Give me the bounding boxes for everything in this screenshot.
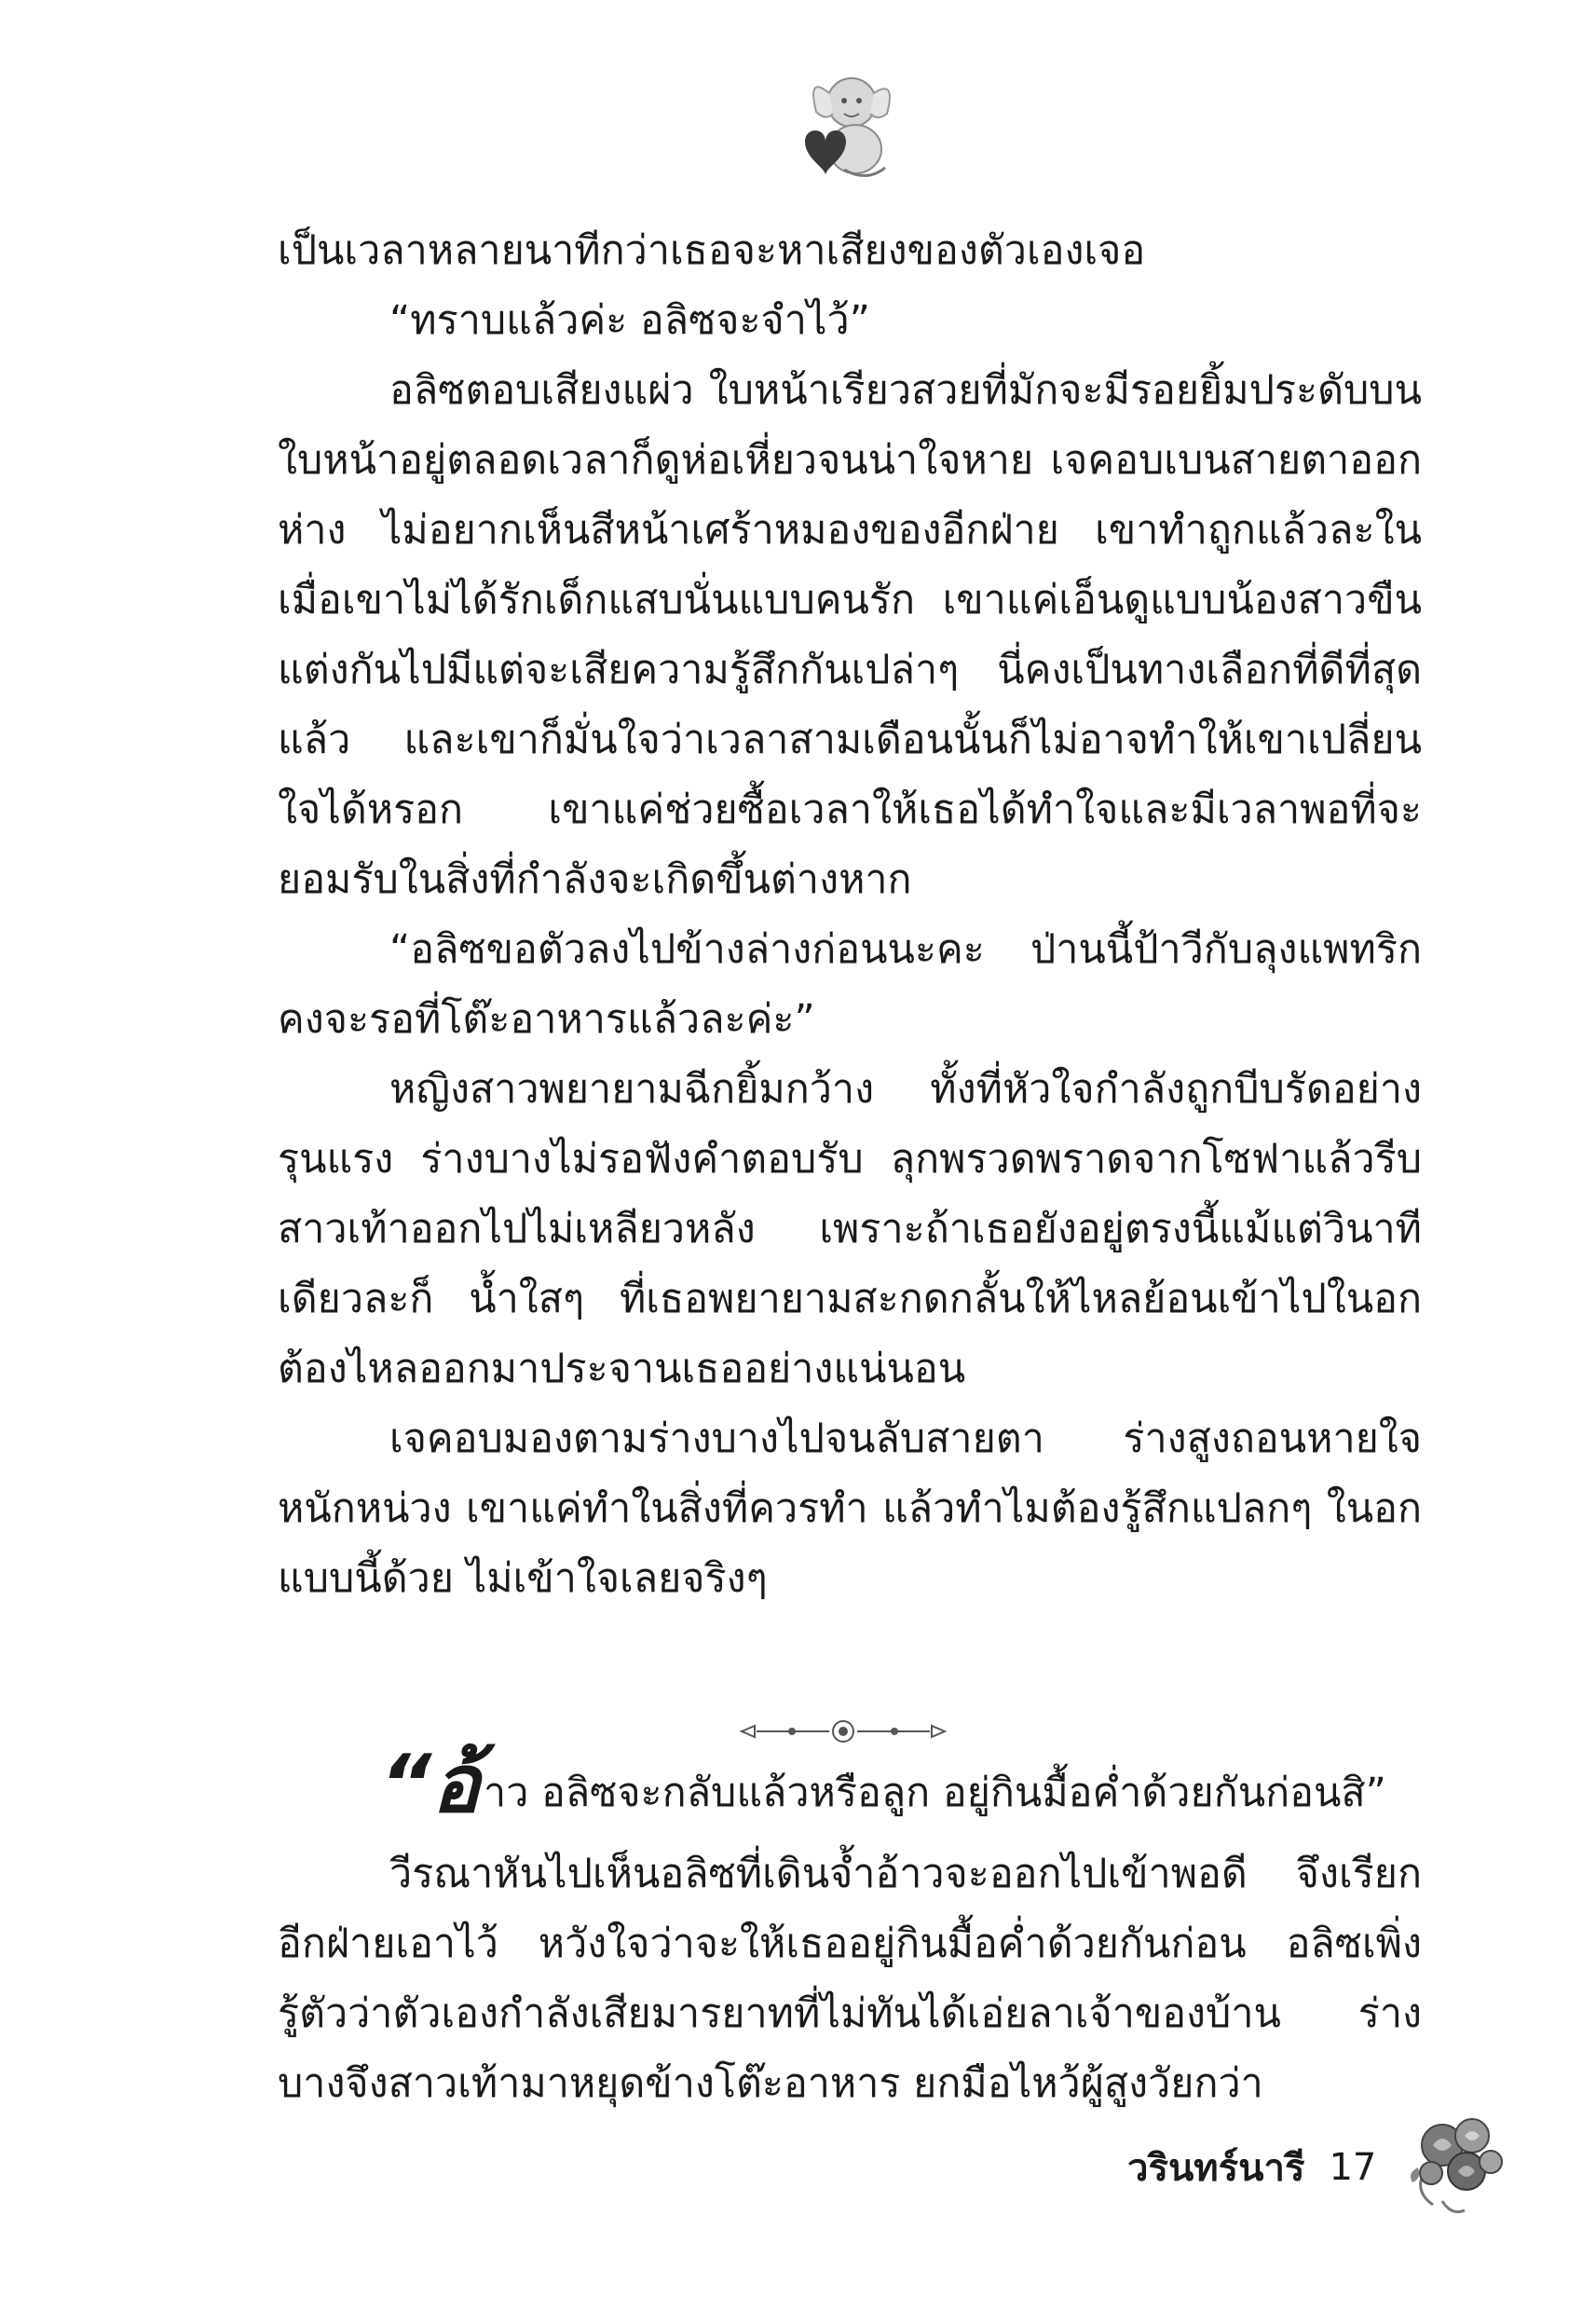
rose-bouquet-icon [1405,2108,1507,2220]
dropcap-line-rest: าว อลิซจะกลับแล้วหรือลูก อยู่กินมื้อค่ำด้วยกันก่อนสิ” [484,1770,1386,1816]
paragraph-2: “ทราบแล้วค่ะ อลิซจะจำไว้” [389,297,870,344]
paragraph-7: วีรณาหันไปเห็นอลิซที่เดินจ้ำอ้าวจะออกไปเข้าพอดี จึงเรียกอีกฝ่ายเอาไว้ หวังใจว่าจะให้เธออยู่กินมื้อค่ำด้วยกันก่อน อลิซเพิ่งรู้ตัวว่าตัวเองกำลังเสียมารยาทที่ไม่ทันได้เอ่ยลาเจ้าของบ้าน ร่างบางจึงสาวเท้ามาหยุดข้างโต๊ะอาหาร ยกมือไหว้ผู้สูงวัยกว่า [278,1851,1422,2107]
paragraph-6: เจคอบมองตามร่างบางไปจนลับสายตา ร่างสูงถอนหายใจหนักหน่วง เขาแค่ทำในสิ่งที่ควรทำ แล้วทำไมต้องรู้สึกแปลกๆ ในอกแบบนี้ด้วย ไม่เข้าใจเลยจริงๆ [278,1415,1422,1602]
paragraph-5: หญิงสาวพยายามฉีกยิ้มกว้าง ทั้งที่หัวใจกำลังถูกบีบรัดอย่างรุนแรง ร่างบางไม่รอฟังคำตอบรับ ลุกพรวดพราดจากโซฟาแล้วรีบสาวเท้าออกไปไม่เหลียวหลัง เพราะถ้าเธอยังอยู่ตรงนี้แม้แต่วินาทีเดียวละก็ น้ำใสๆ ที่เธอพยายามสะกดกลั้นให้ไหลย้อนเข้าไปในอก ต้องไหลออกมาประจานเธออย่างแน่นอน [278,1066,1422,1392]
body-text-block [278,216,1422,1614]
paragraph-3: อลิซตอบเสียงแผ่ว ใบหน้าเรียวสวยที่มักจะมีรอยยิ้มประดับบนใบหน้าอยู่ตลอดเวลาก็ดูห่อเหี่ยวจนน่าใจหาย เจคอบเบนสายตาออกห่าง ไม่อยากเห็นสีหน้าเศร้าหมองของอีกฝ่าย เขาทำถูกแล้วละในเมื่อเขาไม่ได้รักเด็กแสบนั่นแบบคนรัก เขาแค่เอ็นดูแบบน้องสาวขืนแต่งกันไปมีแต่จะเสียความรู้สึกกันเปล่าๆ นี่คงเป็นทางเลือกที่ดีที่สุดแล้ว และเขาก็มั่นใจว่าเวลาสามเดือนนั้นก็ไม่อาจทำให้เขาเปลี่ยนใจได้หรอก เขาแค่ช่วยซื้อเวลาให้เธอได้ทำใจและมีเวลาพอที่จะยอมรับในสิ่งที่กำลังจะเกิดขึ้นต่างหาก [278,367,1422,903]
dropcap-letter: “อ้ [380,1738,481,1831]
cupid-with-heart-icon [788,65,900,186]
section-2-text-block [278,1738,1422,2119]
paragraph-1: เป็นเวลาหลายนาทีกว่าเธอจะหาเสียงของตัวเองเจอ [278,227,1146,274]
dropcap-paragraph [278,1738,1422,1839]
book-title: วรินทร์นารี [1127,2147,1305,2190]
page-footer [1127,2140,1376,2195]
paragraph-4: “อลิซขอตัวลงไปข้างล่างก่อนนะคะ ป่านนี้ป้าวีกับลุงแพทริกคงจะรอที่โต๊ะอาหารแล้วละค่ะ” [278,926,1422,1043]
page-number: 17 [1329,2146,1377,2189]
